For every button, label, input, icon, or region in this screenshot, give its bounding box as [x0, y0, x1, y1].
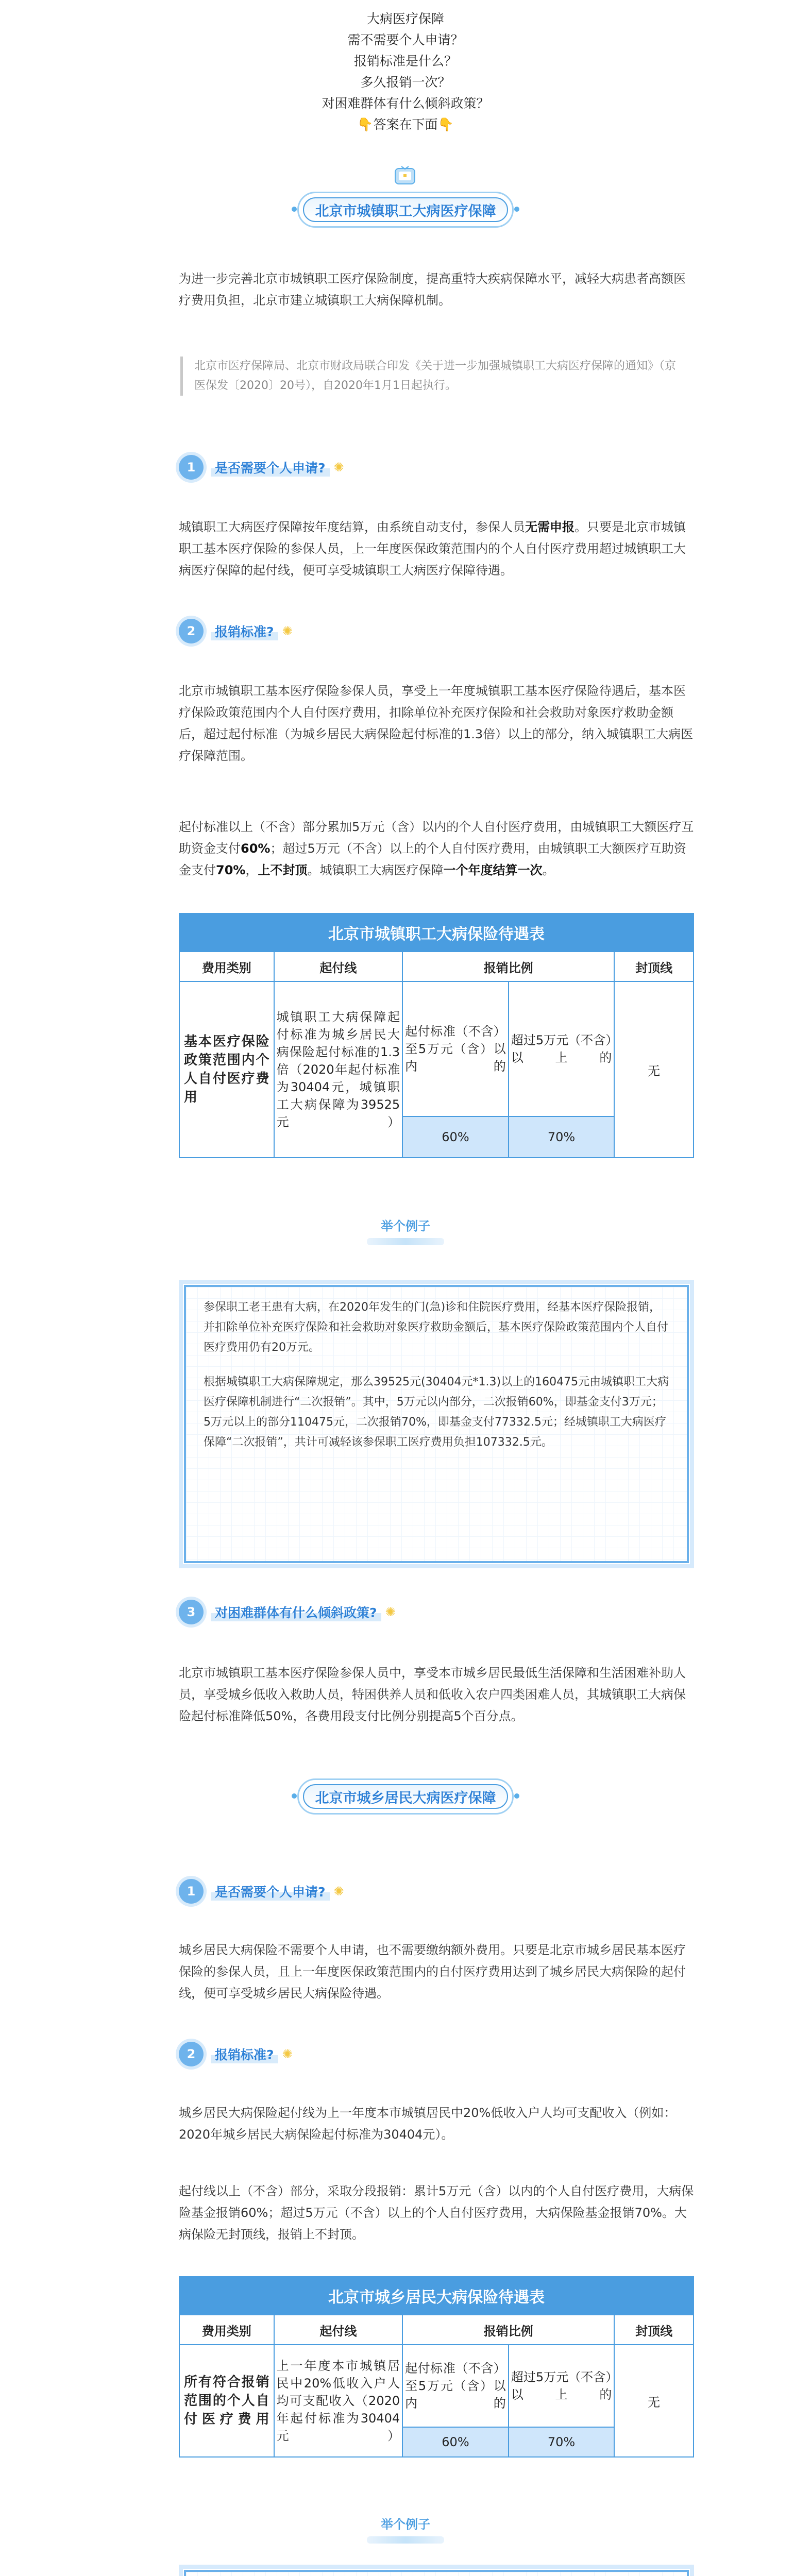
table-cell-range: 起付标准（不含）至5万元（含）以内的 — [402, 981, 509, 1116]
sparkle-icon: ✺ — [333, 460, 344, 474]
section-heading-rural-standard — [179, 2039, 293, 2069]
table-header: 报销比例 — [402, 2315, 614, 2345]
sparkle-icon: ✺ — [282, 2047, 293, 2061]
sparkle-icon: ✺ — [282, 624, 293, 638]
table-cell-category: 所有符合报销范围的个人自付医疗费用 — [179, 2345, 274, 2457]
table-cell-cap: 无 — [614, 2345, 694, 2457]
standard-paragraph: 北京市城镇职工基本医疗保险参保人员，享受上一年度城镇职工基本医疗保险待遇后，基本医疗保险政策范围内个人自付医疗费用，扣除单位补充医疗保险和社会救助对象医疗救助金额后，超过起付标准（为城乡居民大病保险起付标准的1.3倍）以上的部分，纳入城镇职工大病医疗保障范围。 — [179, 684, 694, 763]
section-banner-urban-employee — [297, 192, 514, 228]
table-cell-category: 基本医疗保险政策范围内个人自付医疗费用 — [179, 981, 274, 1158]
banner-dot — [514, 1793, 519, 1799]
example-heading: 举个例子 — [0, 1216, 811, 1245]
table-cell-rate: 60% — [402, 2427, 509, 2457]
intro-line: 对困难群体有什么倾斜政策？ — [322, 96, 489, 111]
example-paragraph: 参保职工老王患有大病，在2020年发生的门(急)诊和住院医疗费用，经基本医疗保险报销，并扣除单位补充医疗保险和社会救助对象医疗救助金额后，基本医疗保险政策范围内个人自付医疗费用仍有20万元。 — [204, 1301, 669, 1354]
table-header: 费用类别 — [179, 2315, 274, 2345]
table-cell-range: 起付标准（不含）至5万元（含）以内的 — [402, 2345, 509, 2427]
table-cell-threshold: 上一年度本市城镇居民中20%低收入户人均可支配收入（2020年起付标准为30404元） — [274, 2345, 403, 2457]
table-cell-range: 超过5万元（不含）以上的 — [509, 2345, 615, 2427]
banner-dot — [292, 1793, 297, 1799]
section-number: 2 — [179, 2042, 204, 2066]
example-heading: 举个例子 — [0, 2514, 811, 2544]
sparkle-icon: ✺ — [333, 1884, 344, 1899]
section-number: 3 — [179, 1600, 204, 1624]
intro-line: 大病医疗保障 — [366, 11, 444, 26]
table-header: 封顶线 — [614, 2315, 694, 2345]
intro-line: 报销标准是什么？ — [353, 54, 457, 69]
intro-line: 多久报销一次？ — [360, 75, 451, 90]
section-heading-difficulty — [179, 1597, 396, 1627]
table-title: 北京市城乡居民大病保险待遇表 — [179, 2277, 694, 2315]
section-number: 2 — [179, 619, 204, 643]
table-header: 费用类别 — [179, 952, 274, 981]
banner-title: 北京市城镇职工大病医疗保障 — [315, 203, 496, 219]
table-header: 起付线 — [274, 952, 403, 981]
table-cell-rate: 60% — [402, 1116, 509, 1158]
section-label: 对困难群体有什么倾斜政策? — [211, 1603, 381, 1621]
standard-detail-paragraph: 起付标准以上（不含）部分累加5万元（含）以内的个人自付医疗费用，由城镇职工大额医疗互助资金支付60%；超过5万元（不含）以上的个人自付医疗费用，由城镇职工大额医疗互助资金支付70%，上不封顶。城镇职工大病医疗保障一个年度结算一次。 — [179, 820, 694, 877]
section-label: 是否需要个人申请? — [211, 458, 330, 477]
intro-paragraph: 为进一步完善北京市城镇职工医疗保险制度，提高重特大疾病保障水平，减轻大病患者高额医疗费用负担，北京市建立城镇职工大病保障机制。 — [179, 272, 686, 308]
section-label: 报销标准? — [211, 622, 278, 640]
intro-line: 需不需要个人申请？ — [347, 32, 464, 47]
rural-standard-paragraph: 城乡居民大病保险起付线为上一年度本市城镇居民中20%低收入户人均可支配收入（例如：2020年城乡居民大病保险起付标准为30404元）。 — [179, 2106, 677, 2142]
section-label: 是否需要个人申请? — [211, 1882, 330, 1901]
example-box-urban-employee — [179, 1280, 694, 1568]
section-heading-rural-apply — [179, 1876, 344, 1906]
table-header: 封顶线 — [614, 952, 694, 981]
table-header: 起付线 — [274, 2315, 403, 2345]
decorative-underline — [367, 2536, 444, 2544]
table-header: 报销比例 — [402, 952, 614, 981]
table-cell-cap: 无 — [614, 981, 694, 1158]
banner-dot — [292, 207, 297, 212]
rural-standard-detail: 起付线以上（不含）部分，采取分段报销：累计5万元（含）以内的个人自付医疗费用，大病保险基金报销60%；超过5万元（不含）以上的个人自付医疗费用，大病保险基金报销70%。大病保险无封顶线，报销上不封顶。 — [179, 2184, 694, 2242]
table-cell-threshold: 城镇职工大病保障起付标准为城乡居民大病保险起付标准的1.3倍（2020年起付标准为30404元，城镇职工大病保障为39525元） — [274, 981, 403, 1158]
sparkle-icon: ✺ — [385, 1605, 396, 1619]
table-cell-rate: 70% — [509, 2427, 615, 2457]
benefit-table-urban-rural — [179, 2276, 694, 2458]
rural-apply-paragraph: 城乡居民大病保险不需要个人申请，也不需要缴纳额外费用。只要是北京市城乡居民基本医疗保险的参保人员，且上一年度医保政策范围内的自付医疗费用达到了城乡居民大病保险的起付线，便可享受城乡居民大病保险待遇。 — [179, 1943, 686, 2001]
section-heading-apply — [179, 452, 344, 482]
table-cell-rate: 70% — [509, 1116, 615, 1158]
benefit-table-urban-employee — [179, 913, 694, 1158]
policy-quote: 北京市医疗保障局、北京市财政局联合印发《关于进一步加强城镇职工大病医疗保障的通知》（京医保发〔2020〕20号），自2020年1月1日起执行。 — [180, 357, 685, 396]
section-label: 报销标准? — [211, 2045, 278, 2063]
section-number: 1 — [179, 455, 204, 480]
example-box-urban-rural — [179, 2565, 694, 2576]
section-banner-urban-rural — [297, 1778, 514, 1815]
decorative-underline — [367, 1238, 444, 1245]
section-heading-standard — [179, 616, 293, 646]
apply-paragraph: 城镇职工大病医疗保障按年度结算，由系统自动支付，参保人员无需申报。只要是北京市城镇职工基本医疗保险的参保人员，上一年度医保政策范围内的个人自付医疗费用超过城镇职工大病医疗保障的起付线，便可享受城镇职工大病医疗保障待遇。 — [179, 520, 686, 578]
example-paragraph: 根据城镇职工大病保障规定，那么39525元(30404元*1.3)以上的160475元由城镇职工大病医疗保障机制进行“二次报销”。其中，5万元以内部分，二次报销60%，即基金支付3万元；5万元以上的部分110475元，二次报销70%，即基金支付77332.5元；经城镇职工大病医疗保障“二次报销”，共计可减轻该参保职工医疗费用负担107332.5元。 — [204, 1376, 669, 1449]
section-number: 1 — [179, 1879, 204, 1904]
intro-line: 👇答案在下面👇 — [357, 117, 454, 132]
intro-block — [0, 8, 811, 135]
difficulty-paragraph: 北京市城镇职工基本医疗保险参保人员中，享受本市城乡居民最低生活保障和生活困难补助人员，享受城乡低收入救助人员，特困供养人员和低收入农户四类困难人员，其城镇职工大病保险起付标准降低50%，各费用段支付比例分别提高5个百分点。 — [179, 1666, 686, 1723]
table-title: 北京市城镇职工大病保险待遇表 — [179, 913, 694, 952]
table-cell-range: 超过5万元（不含）以上的 — [509, 981, 615, 1116]
tv-icon — [394, 165, 416, 185]
banner-title: 北京市城乡居民大病医疗保障 — [315, 1790, 496, 1806]
banner-dot — [514, 207, 519, 212]
